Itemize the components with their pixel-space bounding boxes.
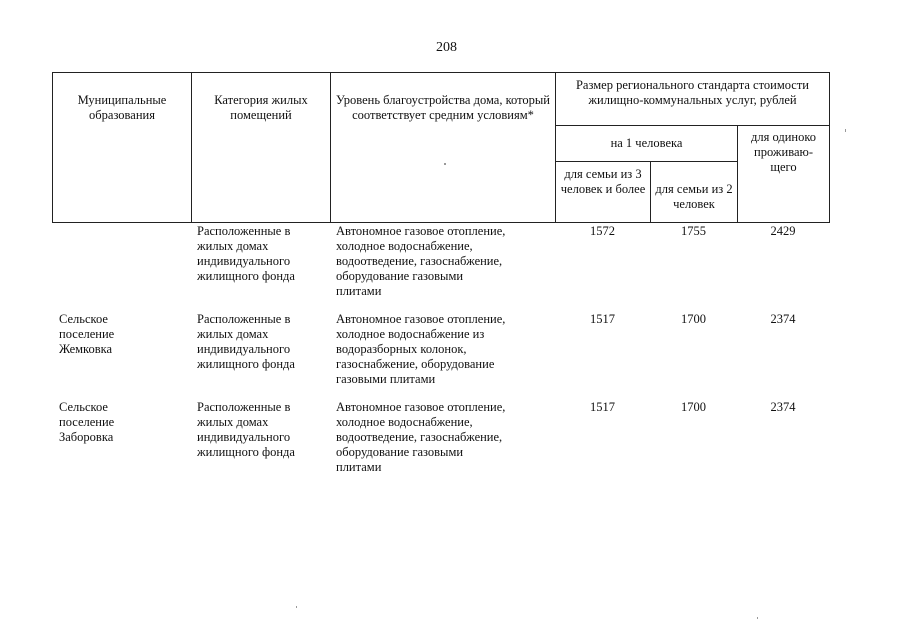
cell-category: Расположенные в жилых домах индивидуального жилищного фонда — [197, 312, 295, 371]
cell-single: 2374 — [770, 312, 796, 326]
table-header — [52, 72, 830, 223]
header-municipality: Муниципальные образования — [53, 73, 192, 223]
cell-family-2: 1700 — [681, 400, 706, 414]
header-per-person: на 1 человека — [556, 126, 738, 162]
header-family-2: для семьи из 2 человек — [651, 162, 738, 223]
cell-family-3: 1517 — [590, 312, 615, 326]
scan-speck — [757, 617, 758, 619]
cell-family-2: 1755 — [681, 224, 706, 238]
table-body — [52, 224, 829, 486]
header-category: Категория жилых помещений — [192, 73, 331, 223]
cell-family-3: 1517 — [590, 400, 615, 414]
table-row — [52, 310, 829, 398]
table-row — [52, 224, 829, 310]
cell-single: 2374 — [770, 400, 796, 414]
cell-municipality — [52, 224, 191, 310]
cell-family-2: 1700 — [681, 312, 706, 326]
cell-single: 2429 — [770, 224, 796, 238]
header-standard: Размер регионального стандарта стоимости жилищно-коммунальных услуг, рублей — [556, 73, 830, 126]
header-single-resident: для одиноко проживаю-щего — [738, 126, 830, 223]
header-family-3: для семьи из 3 человек и более — [556, 162, 651, 223]
scan-speck — [845, 129, 846, 132]
scan-speck — [296, 606, 297, 608]
header-level: Уровень благоустройства дома, который соответствует средним условиям* — [331, 73, 556, 223]
cell-level: Автономное газовое отопление, холодное водоснабжение, водоотведение, газоснабжение, оборудование газовыми плитами — [336, 400, 506, 474]
cell-category: Расположенные в жилых домах индивидуального жилищного фонда — [197, 400, 295, 459]
cell-level: Автономное газовое отопление, холодное водоснабжение из водоразборных колонок, газоснабжение, оборудование газовыми плитами — [336, 312, 506, 386]
cell-level: Автономное газовое отопление, холодное водоснабжение, водоотведение, газоснабжение, оборудование газовыми плитами — [336, 224, 506, 298]
scan-speck — [444, 163, 446, 165]
cell-family-3: 1572 — [590, 224, 615, 238]
cell-municipality: Сельское поселение Жемковка — [59, 312, 115, 356]
table-row — [52, 398, 829, 486]
cell-category: Расположенные в жилых домах индивидуального жилищного фонда — [197, 224, 295, 283]
page-number: 208 — [436, 40, 457, 55]
cell-municipality: Сельское поселение Заборовка — [59, 400, 115, 444]
